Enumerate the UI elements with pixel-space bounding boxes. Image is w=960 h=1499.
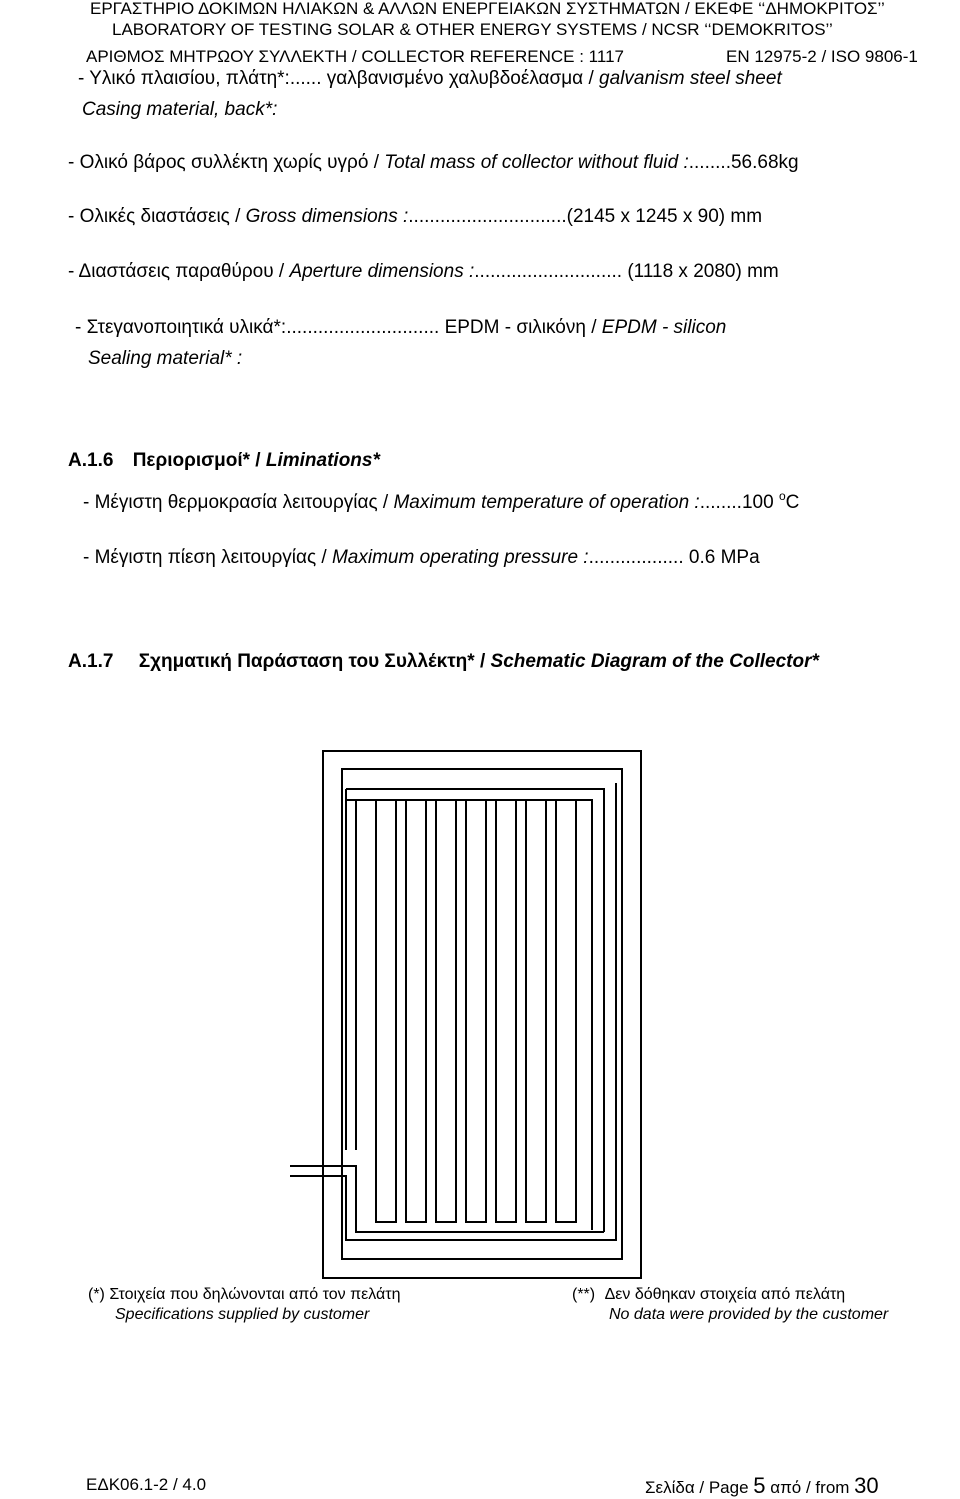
collector-outer-frame	[323, 751, 641, 1278]
absorber-riser-1	[376, 800, 396, 1222]
gross-label-greek: - Ολικές διαστάσεις /	[68, 206, 246, 227]
header-lab-english: LABORATORY OF TESTING SOLAR & OTHER ENERGY SYSTEMS / NCSR ‘‘DEMOKRITOS’’	[112, 20, 833, 39]
document-code: ΕΔΚ06.1-2 / 4.0	[86, 1475, 207, 1494]
sealing-dots: .............................	[286, 317, 440, 338]
max-temp-dots: ........	[699, 492, 742, 513]
casing-label-greek: - Υλικό πλαισίου, πλάτη*:	[78, 68, 290, 89]
casing-value-greek: γαλβανισμένο χαλυβδοέλασμα /	[321, 68, 600, 89]
mass-label-english: Total mass of collector without fluid :	[384, 152, 689, 173]
note-no-data	[572, 1286, 845, 1304]
from-label: από / from	[770, 1478, 850, 1497]
sealing-value-english: EPDM - silicon	[601, 317, 727, 338]
page-indicator	[645, 1473, 879, 1499]
note-customer-english: Specifications supplied by customer	[115, 1306, 370, 1323]
limitations-title-greek: Περιορισμοί* /	[132, 450, 266, 471]
note-customer-supplied	[88, 1286, 400, 1304]
limitations-number: A.1.6	[68, 450, 114, 471]
absorber-riser-2	[406, 800, 426, 1222]
note-mark-single: (*)	[88, 1286, 105, 1303]
max-pressure-dots: ..................	[588, 547, 684, 568]
limitations-title-english: Liminations*	[265, 450, 380, 471]
header-lab-greek: ΕΡΓΑΣΤΗΡΙΟ ΔΟΚΙΜΩΝ ΗΛΙΑΚΩΝ & ΑΛΛΩΝ ΕΝΕΡΓΕΙΑΚΩΝ ΣΥΣΤΗΜΑΤΩΝ / ΕΚΕΦΕ ‘‘ΔΗΜΟΚΡΙΤΟΣ’’	[90, 0, 885, 18]
schematic-title-english: Schematic Diagram of the Collector*	[490, 651, 819, 672]
sealing-value-greek: EPDM - σιλικόνη /	[439, 317, 602, 338]
casing-label-english: Casing material, back*:	[82, 99, 278, 120]
mass-dots: ........	[688, 152, 731, 173]
note-no-data-english: No data were provided by the customer	[609, 1306, 889, 1323]
aperture-dots: ............................	[474, 261, 623, 282]
degree-symbol: o	[778, 489, 786, 503]
max-temp-unit: C	[785, 492, 800, 513]
aperture-label-greek: - Διαστάσεις παραθύρου /	[68, 261, 290, 282]
aperture-value: (1118 x 2080) mm	[622, 261, 779, 282]
gross-value: (2145 x 1245 x 90) mm	[566, 206, 763, 227]
note-customer-greek: Στοιχεία που δηλώνονται από τον πελάτη	[109, 1286, 401, 1303]
note-no-data-greek: Δεν δόθηκαν στοιχεία από πελάτη	[604, 1286, 846, 1303]
max-pressure-label-greek: - Μέγιστη πίεση λειτουργίας /	[83, 547, 332, 568]
aperture-label-english: Aperture dimensions :	[289, 261, 475, 282]
casing-dots: ......	[289, 68, 322, 89]
absorber-riser-6	[526, 800, 546, 1222]
max-temp-label-greek: - Μέγιστη θερμοκρασία λειτουργίας /	[83, 492, 394, 513]
absorber-riser-7	[556, 800, 576, 1222]
page-total: 30	[854, 1473, 879, 1498]
header-pipe-outer	[346, 789, 604, 1232]
mass-label-greek: - Ολικό βάρος συλλέκτη χωρίς υγρό /	[68, 152, 385, 173]
absorber-riser-3	[436, 800, 456, 1222]
gross-dots: ..............................	[408, 206, 567, 227]
page-label: Σελίδα / Page	[645, 1478, 749, 1497]
mass-value: 56.68kg	[730, 152, 799, 173]
collector-reference: ΑΡΙΘΜΟΣ ΜΗΤΡΩΟΥ ΣΥΛΛΕΚΤΗ / COLLECTOR REFERENCE : 1117	[86, 47, 624, 66]
absorber-riser-4	[466, 800, 486, 1222]
max-pressure-label-english: Maximum operating pressure :	[331, 547, 589, 568]
max-temp-value: 100	[741, 492, 779, 513]
schematic-title-greek: Σχηματική Παράσταση του Συλλέκτη* /	[138, 651, 491, 672]
max-pressure-value: 0.6 MPa	[683, 547, 760, 568]
max-temp-label-english: Maximum temperature of operation :	[393, 492, 700, 513]
sealing-label-greek: - Στεγανοποιητικά υλικά*:	[75, 317, 287, 338]
page-number: 5	[753, 1473, 766, 1498]
note-mark-double: (**)	[572, 1286, 596, 1303]
inlet-pipe-left-lower	[290, 1176, 374, 1240]
sealing-label-english: Sealing material* :	[88, 348, 243, 369]
standard-reference: EN 12975-2 / ISO 9806-1	[726, 47, 918, 66]
absorber-riser-5	[496, 800, 516, 1222]
casing-value-english: galvanism steel sheet	[599, 68, 782, 89]
gross-label-english: Gross dimensions :	[245, 206, 409, 227]
collector-inner-frame	[342, 769, 622, 1259]
schematic-number: A.1.7	[68, 651, 114, 672]
